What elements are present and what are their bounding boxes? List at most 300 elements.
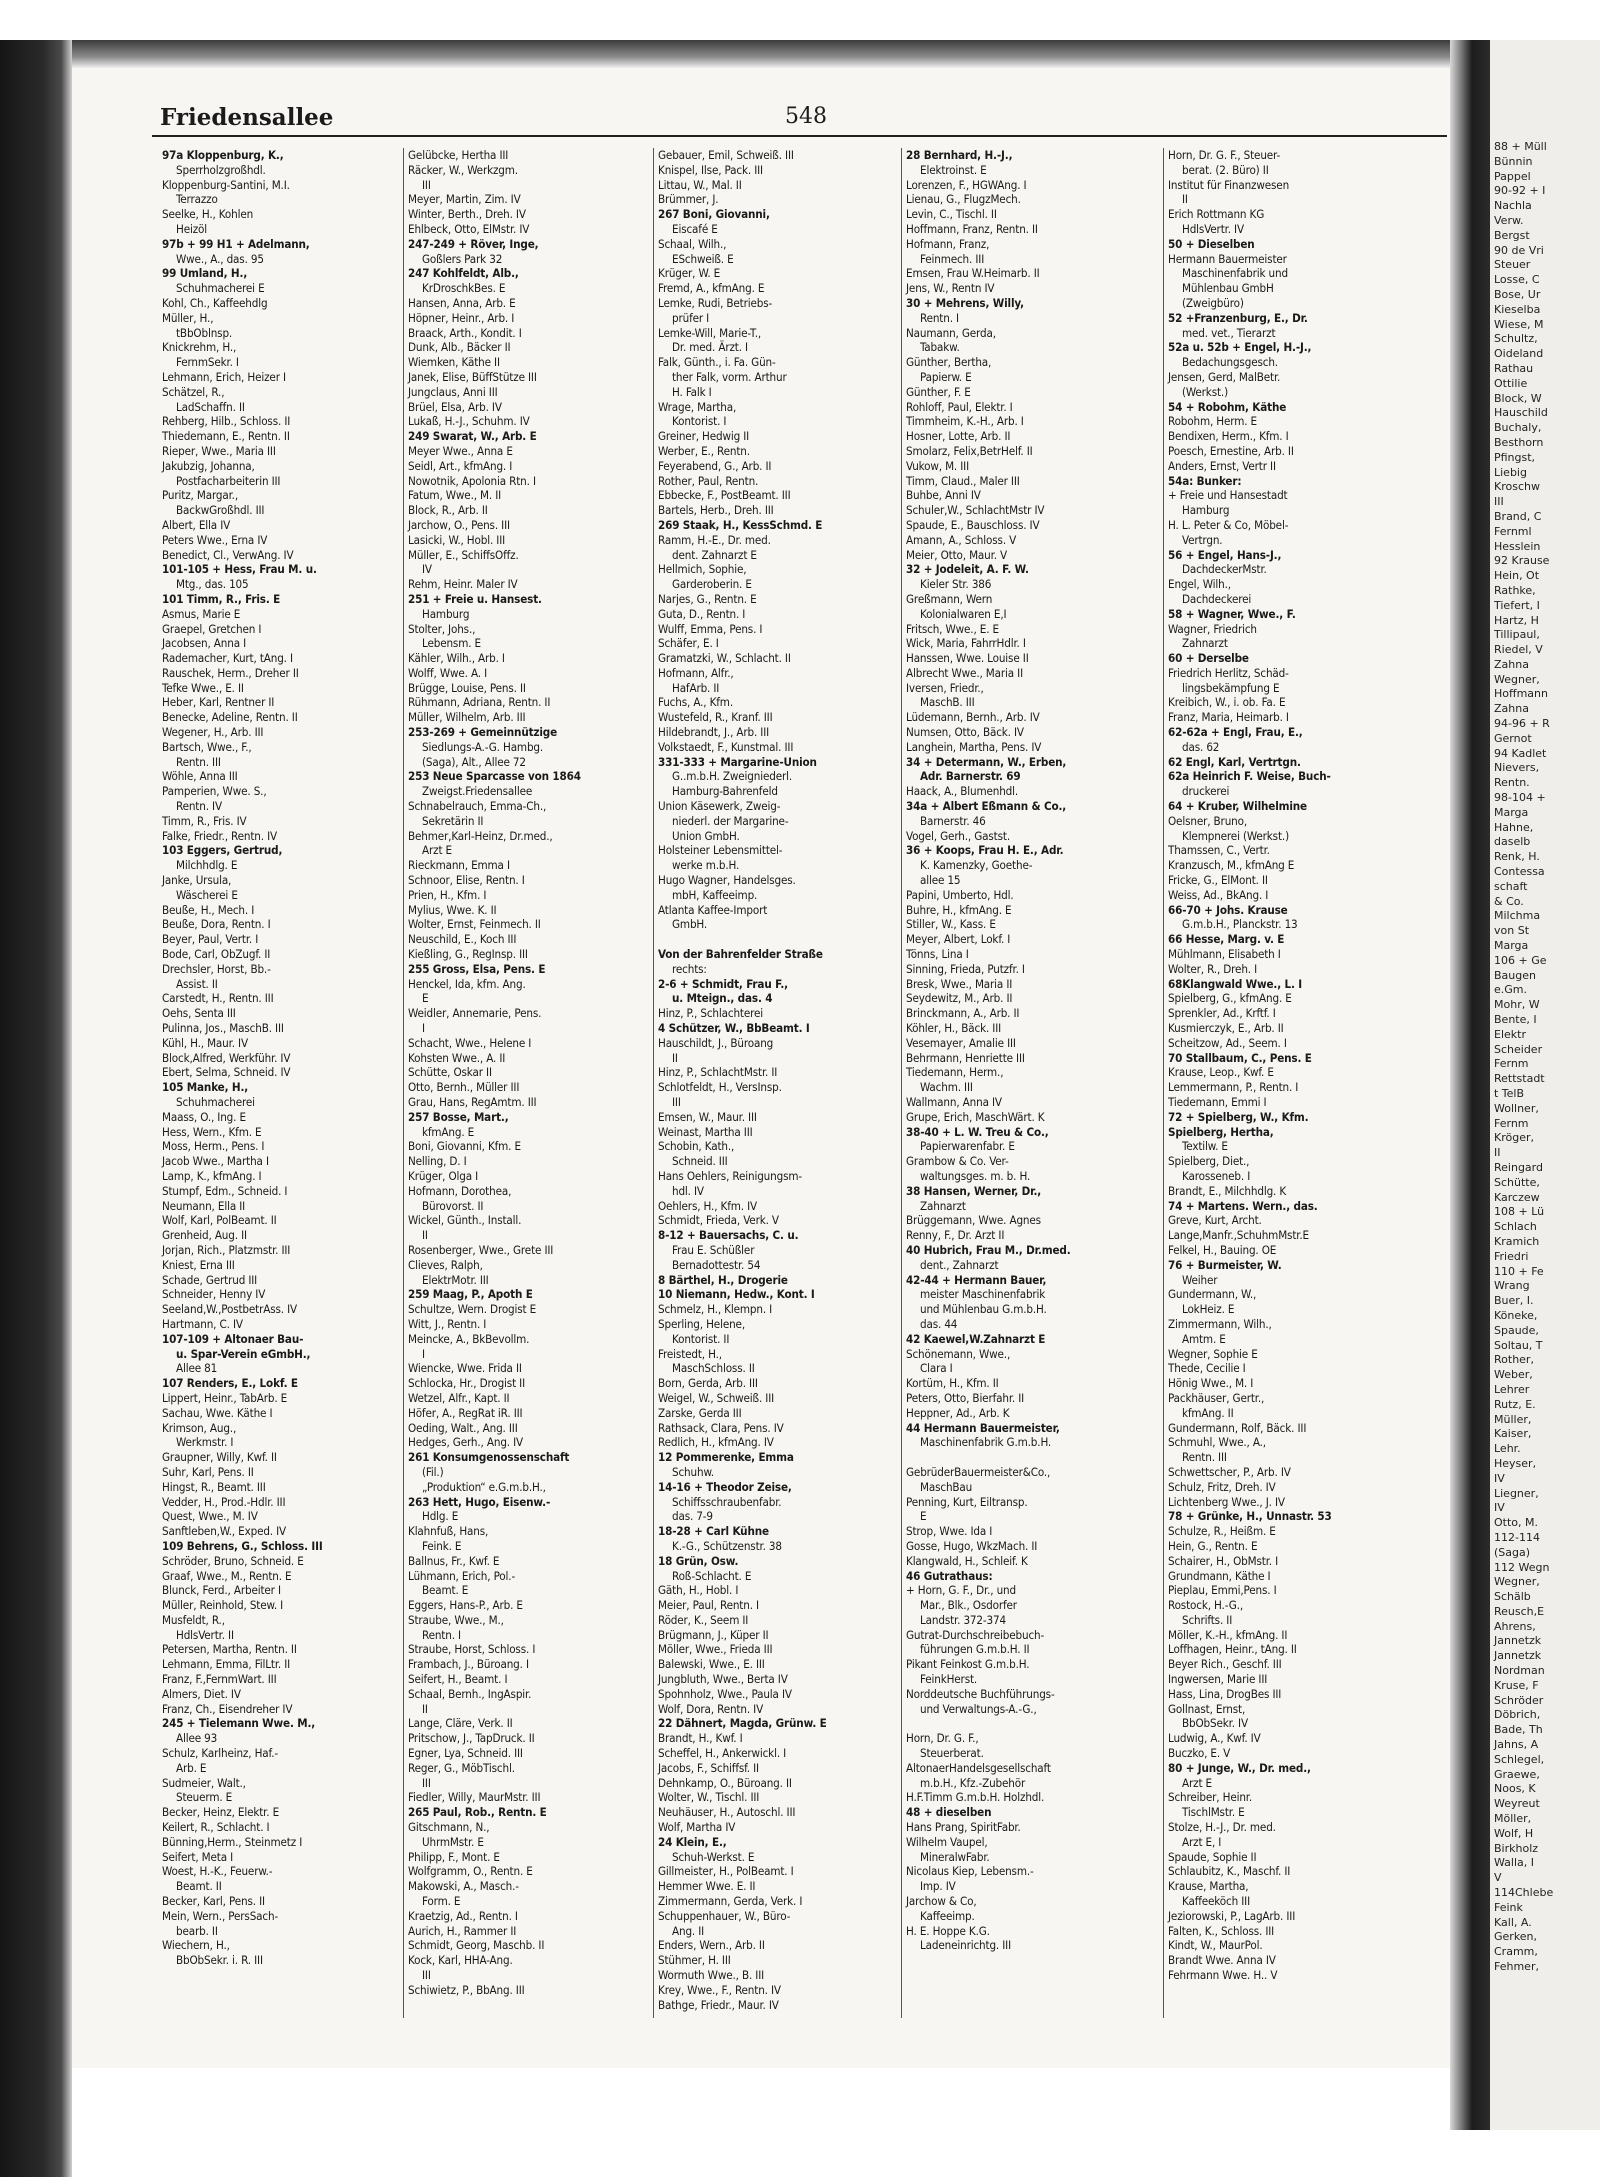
directory-entry: Müller, Reinhold, Stew. I (162, 1598, 284, 1613)
next-page-entry: Ottilie (1494, 376, 1528, 390)
entry-continuation: Imp. IV (920, 1879, 956, 1894)
directory-entry: Schaal, Bernh., IngAspir. (408, 1686, 532, 1701)
directory-entry: 103 Eggers, Gertrud, (162, 843, 283, 858)
next-page-entry: Kruse, F (1494, 1678, 1539, 1692)
directory-entry: 251 + Freie u. Hansest. (408, 591, 542, 606)
entry-continuation: hdl. IV (672, 1183, 704, 1198)
entry-continuation: u. Spar-Verein eGmbH., (176, 1346, 311, 1361)
next-page-entry: Cramm, (1494, 1945, 1538, 1959)
directory-entry: + Horn, G. F., Dr., und (906, 1583, 1016, 1598)
next-page-entry: Birkholz (1494, 1841, 1539, 1855)
directory-entry: Schacht, Wwe., Helene I (408, 1035, 532, 1050)
directory-entry: Jarchow & Co, (906, 1894, 977, 1909)
directory-entry: Vogel, Gerh., Gastst. (906, 828, 1010, 843)
next-page-entry: Tiefert, I (1494, 598, 1540, 612)
next-page-entry: Wollner, (1494, 1101, 1539, 1115)
entry-continuation: Frau E. Schüßler (672, 1242, 755, 1257)
directory-entry: Tefke Wwe., E. II (162, 680, 244, 695)
next-page-entry: schaft (1494, 879, 1528, 893)
directory-entry: Jacob Wwe., Martha I (162, 1154, 269, 1169)
directory-entry: 66 Hesse, Marg. v. E (1168, 932, 1285, 947)
directory-entry: Vedder, H., Prod.-Hdlr. III (162, 1494, 286, 1509)
entry-continuation: Steuerm. E (176, 1790, 233, 1805)
directory-entry: 107 Renders, E., Lokf. E (162, 1376, 298, 1391)
next-page-entry: Riedel, V (1494, 643, 1543, 657)
page-title: Friedensallee (160, 104, 334, 131)
directory-entry: Grau, Hans, RegAmtm. III (408, 1095, 537, 1109)
directory-entry: Brandt, E., Milchhdlg. K (1168, 1183, 1287, 1198)
directory-entry: Rostock, H.-G., (1168, 1598, 1244, 1613)
entry-continuation: KrDroschkBes. E (422, 281, 506, 296)
directory-entry: Rühmann, Adriana, Rentn. II (408, 695, 551, 710)
directory-entry: Franz, Ch., Eisendreher IV (162, 1701, 293, 1716)
entry-continuation: II (422, 1701, 428, 1716)
directory-entry: 54 + Robohm, Käthe (1168, 399, 1287, 414)
directory-entry: Wulff, Emma, Pens. I (658, 621, 763, 636)
entry-continuation: Maschinenfabrik G.m.b.H. (920, 1435, 1052, 1450)
directory-entry: Lüdemann, Bernh., Arb. IV (906, 710, 1040, 725)
directory-entry: 32 + Jodeleit, A. F. W. (906, 562, 1029, 577)
next-page-entry: Friedri (1494, 1249, 1529, 1263)
directory-entry: Timm, R., Fris. IV (162, 813, 247, 828)
entry-continuation: MaschB. III (920, 695, 975, 710)
directory-entry: Emsen, W., Maur. III (658, 1109, 757, 1124)
next-page-entry: Buer, I. (1494, 1294, 1534, 1308)
directory-entry: Grupe, Erich, MaschWärt. K (906, 1109, 1045, 1124)
directory-entry: Graaf, Wwe., M., Rentn. E (162, 1568, 292, 1583)
directory-entry: Schütte, Oskar II (408, 1065, 492, 1080)
next-page-entry: Baugen (1494, 968, 1536, 982)
entry-continuation: Elektroinst. E (920, 162, 987, 177)
directory-entry: Emsen, Frau W.Heimarb. II (906, 266, 1040, 281)
next-page-entry: Hauschild (1494, 406, 1548, 420)
next-page-entry: (Saga) (1494, 1545, 1531, 1559)
next-page-entry: Verw. (1494, 213, 1524, 227)
directory-entry: Schlaubitz, K., Maschf. II (1168, 1864, 1291, 1879)
directory-entry: 8-12 + Bauersachs, C. u. (658, 1228, 799, 1243)
directory-entry: Bendixen, Herm., Kfm. I (1168, 429, 1289, 444)
directory-entry: Wiemken, Käthe II (408, 355, 500, 370)
entry-continuation: Clara I (920, 1361, 953, 1376)
next-page-entry: Zahna (1494, 702, 1529, 716)
entry-continuation: Bürovorst. II (422, 1198, 484, 1213)
entry-continuation: und Verwaltungs-A.-G., (920, 1701, 1037, 1716)
directory-entry: Wick, Maria, FahrrHdlr. I (906, 636, 1026, 651)
directory-entry: Volkstaedt, F., Kunstmal. III (658, 739, 794, 754)
directory-entry: Lukaß, H.-J., Schuhm. IV (408, 414, 530, 429)
directory-entry: 28 Bernhard, H.-J., (906, 148, 1013, 162)
directory-entry: Vesemayer, Amalie III (906, 1035, 1016, 1050)
next-page-entry: Schröder (1494, 1693, 1544, 1707)
directory-entry: 40 Hubrich, Frau M., Dr.med. (906, 1242, 1071, 1257)
directory-entry: Wallmann, Anna IV (906, 1095, 1002, 1109)
entry-continuation: GmbH. (672, 917, 708, 932)
directory-entry: Rathsack, Clara, Pens. IV (658, 1420, 784, 1435)
directory-entry: Scheffel, H., Ankerwickl. I (658, 1746, 787, 1761)
entry-continuation: m.b.H., Kfz.-Zubehör (920, 1775, 1026, 1790)
directory-entry: Hofmann, Dorothea, (408, 1183, 512, 1198)
next-page-entry: 106 + Ge (1494, 953, 1547, 967)
entry-continuation: Kolonialwaren E,I (920, 606, 1007, 621)
directory-entry: Seeland,W.,PostbetrAss. IV (162, 1302, 298, 1317)
directory-entry: Rieper, Wwe., Maria III (162, 443, 276, 458)
directory-entry: Spielberg, Diet., (1168, 1154, 1250, 1169)
directory-entry: Tiedemann, Emmi I (1168, 1095, 1267, 1109)
entry-continuation: (Fil.) (422, 1464, 444, 1479)
directory-entry: Peters Wwe., Erna IV (162, 532, 268, 547)
directory-entry: Felkel, H., Bauing. OE (1168, 1242, 1277, 1257)
directory-entry: 52 +Franzenburg, E., Dr. (1168, 310, 1308, 325)
directory-entry: Behmer,Karl-Heinz, Dr.med., (408, 828, 553, 843)
entry-continuation: G.m.b.H., Planckstr. 13 (1182, 917, 1298, 932)
directory-entry: Horn, Dr. G. F., (906, 1731, 979, 1746)
directory-entry: Knickrehm, H., (162, 340, 237, 355)
directory-entry: Weinast, Martha III (658, 1124, 753, 1139)
next-page-entry: Losse, C (1494, 273, 1540, 287)
next-page-entry: 94 Kadlet (1494, 746, 1547, 760)
directory-entry: 72 + Spielberg, W., Kfm. (1168, 1109, 1309, 1124)
directory-entry: Balewski, Wwe., E. III (658, 1657, 765, 1672)
directory-entry: Meyer, Albert, Lokf. I (906, 932, 1011, 947)
directory-entry: Nicolaus Kiep, Lebensm.- (906, 1864, 1034, 1879)
directory-entry: Asmus, Marie E (162, 606, 241, 621)
next-page-entry: Weyreut (1494, 1797, 1540, 1811)
directory-entry: 58 + Wagner, Wwe., F. (1168, 606, 1296, 621)
directory-entry: 101-105 + Hess, Frau M. u. (162, 562, 317, 577)
entry-continuation: kfmAng. II (1182, 1405, 1234, 1420)
directory-entry: Rieckmann, Emma I (408, 858, 510, 873)
entry-continuation: Schuhmacherei (176, 1095, 255, 1109)
directory-entry: Spaude, Sophie II (1168, 1849, 1257, 1864)
directory-entry: Beyer Rich., Geschf. III (1168, 1657, 1282, 1672)
next-page-entry: 112 Wegn (1494, 1560, 1550, 1574)
next-page-entry: Reusch,E (1494, 1604, 1545, 1618)
directory-entry: Hein, G., Rentn. E (1168, 1538, 1258, 1553)
entry-continuation: DachdeckerMstr. (1182, 562, 1267, 577)
directory-entry: 109 Behrens, G., Schloss. III (162, 1538, 323, 1553)
entry-continuation: HafArb. II (672, 680, 720, 695)
directory-entry: Hans Oehlers, Reinigungsm- (658, 1168, 802, 1183)
entry-continuation: Arzt E, I (1182, 1834, 1222, 1849)
directory-entry: 70 Stallbaum, C., Pens. E (1168, 1050, 1312, 1065)
column-3 (654, 148, 902, 2018)
directory-entry: Langhein, Martha, Pens. IV (906, 739, 1042, 754)
next-page-entry: IV (1494, 1471, 1505, 1485)
directory-entry: Ebert, Selma, Schneid. IV (162, 1065, 291, 1080)
entry-continuation: Zahnarzt (920, 1198, 966, 1213)
next-page-entry: Contessa (1494, 865, 1545, 879)
directory-entry: Beuße, Dora, Rentn. I (162, 917, 271, 932)
next-page-entry: Walla, I (1494, 1856, 1535, 1870)
entry-continuation: Bernadottestr. 54 (672, 1257, 761, 1272)
entry-continuation: H. Falk I (672, 384, 712, 399)
directory-entry: Gundermann, Rolf, Bäck. III (1168, 1420, 1307, 1435)
directory-entry: Räcker, W., Werkzgm. (408, 162, 518, 177)
entry-continuation: Wwe., A., das. 95 (176, 251, 264, 266)
directory-entry: Ehlbeck, Otto, ElMstr. IV (408, 221, 530, 236)
directory-entry: Wetzel, Alfr., Kapt. II (408, 1390, 510, 1405)
next-page-entry: Schlach (1494, 1220, 1537, 1234)
directory-entry: Kock, Karl, HHA-Ang. (408, 1953, 513, 1968)
directory-entry: Gelübcke, Hertha III (408, 148, 509, 162)
directory-entry: Bünning,Herm., Steinmetz I (162, 1834, 303, 1849)
directory-entry: Zimmermann, Wilh., (1168, 1316, 1272, 1331)
directory-entry: Wolfgramm, O., Rentn. E (408, 1864, 533, 1879)
directory-entry: Timmheim, K.-H., Arb. I (906, 414, 1024, 429)
next-page-entry: Weber, (1494, 1368, 1533, 1382)
directory-entry (658, 932, 897, 947)
directory-entry: Zimmermann, Gerda, Verk. I (658, 1894, 803, 1909)
entry-continuation: III (422, 1775, 431, 1790)
directory-entry: 97a Kloppenburg, K., (162, 148, 284, 162)
entry-continuation: meister Maschinenfabrik (920, 1287, 1046, 1302)
directory-entry: Buczko, E. V (1168, 1746, 1231, 1761)
next-page-entry: & Co. (1494, 894, 1524, 908)
directory-entry: Lange,Manfr.,SchuhmMstr.E (1168, 1228, 1309, 1243)
directory-entry: Wolter, R., Dreh. I (1168, 961, 1258, 976)
entry-continuation: prüfer I (672, 310, 710, 325)
column-2 (404, 148, 654, 2018)
next-page-entry: Fernm (1494, 1116, 1529, 1130)
header-rule (152, 135, 1447, 137)
directory-entry: Klahnfuß, Hans, (408, 1524, 489, 1539)
entry-continuation: Barnerstr. 46 (920, 813, 986, 828)
directory-entry: Almers, Diet. IV (162, 1686, 241, 1701)
entry-continuation: Rentn. III (176, 754, 221, 769)
entry-continuation: und Mühlenbau G.m.b.H. (920, 1302, 1047, 1317)
directory-entry: Gramatzki, W., Schlacht. II (658, 651, 791, 666)
directory-entry: 269 Staak, H., KessSchmd. E (658, 517, 823, 532)
directory-entry: Wagner, Friedrich (1168, 621, 1257, 636)
directory-entry: Wolter, W., Tischl. III (658, 1790, 760, 1805)
entry-continuation: Mtg., das. 105 (176, 577, 249, 592)
next-page-entry: V (1494, 1871, 1502, 1885)
directory-entry: Naumann, Gerda, (906, 325, 996, 340)
entry-continuation: Heizöl (176, 221, 208, 236)
directory-entry: Greßmann, Wern (906, 591, 993, 606)
directory-entry: Witt, J., Rentn. I (408, 1316, 487, 1331)
directory-entry: Fritsch, Wwe., E. E (906, 621, 999, 636)
directory-entry: 245 + Tielemann Wwe. M., (162, 1716, 316, 1731)
entry-continuation: Papierwarenfabr. E (920, 1139, 1015, 1154)
entry-continuation: werke m.b.H. (672, 858, 740, 873)
directory-entry: Bode, Carl, ObZugf. II (162, 947, 271, 962)
entry-continuation: I (422, 1021, 425, 1036)
directory-entry: Suhr, Karl, Pens. II (162, 1464, 254, 1479)
directory-entry: Born, Gerda, Arb. III (658, 1376, 758, 1391)
directory-entry: 46 Gutrathaus: (906, 1568, 993, 1583)
entry-continuation: Schuhmacherei E (176, 281, 265, 296)
next-page-entry: Feink (1494, 1900, 1523, 1914)
directory-entry: Lasicki, W., Hobl. III (408, 532, 506, 547)
directory-entry: Schobin, Kath., (658, 1139, 735, 1154)
directory-entry: Wickel, Günth., Install. (408, 1213, 522, 1228)
directory-entry: Benedict, Cl., VerwAng. IV (162, 547, 294, 562)
next-page-entry: Brand, C (1494, 509, 1542, 523)
directory-entry: Falke, Friedr., Rentn. IV (162, 828, 277, 843)
directory-entry: Schwettscher, P., Arb. IV (1168, 1464, 1291, 1479)
directory-entry: Philipp, F., Mont. E (408, 1849, 500, 1864)
directory-entry: Spielberg, G., kfmAng. E (1168, 991, 1292, 1006)
directory-entry: Hosner, Lotte, Arb. II (906, 429, 1011, 444)
next-page-entry: Bergst (1494, 228, 1530, 242)
directory-entry: Neuhäuser, H., Autoschl. III (658, 1805, 796, 1820)
directory-entry: Kniest, Erna III (162, 1257, 235, 1272)
directory-entry: Drechsler, Horst, Bb.- (162, 961, 271, 976)
directory-entry: Neumann, Ella II (162, 1198, 246, 1213)
entry-continuation: Union GmbH. (672, 828, 740, 843)
entry-continuation: G..m.b.H. Zweigniederl. (672, 769, 793, 784)
directory-entry: Hess, Wern., Kfm. E (162, 1124, 262, 1139)
directory-entry: Braack, Arth., Kondit. I (408, 325, 522, 340)
next-page-entry: t TelB (1494, 1087, 1525, 1100)
entry-continuation: Feinmech. III (920, 251, 985, 266)
directory-entry: Lichtenberg Wwe., J. IV (1168, 1494, 1285, 1509)
directory-entry: Schulze, R., Heißm. E (1168, 1524, 1276, 1539)
directory-entry: Block, R., Arb. II (408, 503, 488, 518)
directory-entry: Hellmich, Sophie, (658, 562, 747, 577)
entry-continuation: waltungsges. m. b. H. (920, 1168, 1031, 1183)
directory-entry: Weigel, W., Schweiß. III (658, 1390, 775, 1405)
entry-continuation: Kontorist. I (672, 414, 727, 429)
next-page-entry: Marga (1494, 939, 1529, 953)
entry-continuation: berat. (2. Büro) II (1182, 162, 1269, 177)
entry-continuation: III (422, 177, 431, 192)
directory-entry: Schulz, Fritz, Dreh. IV (1168, 1479, 1276, 1494)
next-page-entry: Lehrer (1494, 1382, 1530, 1396)
directory-entry: Seifert, H., Beamt. I (408, 1672, 508, 1687)
directory-entry: 265 Paul, Rob., Rentn. E (408, 1805, 547, 1820)
directory-entry: Gosse, Hugo, WkzMach. II (906, 1538, 1038, 1553)
directory-entry: 38 Hansen, Werner, Dr., (906, 1183, 1042, 1198)
next-page-entry: Oideland (1494, 347, 1544, 361)
directory-entry: 253 Neue Sparcasse von 1864 (408, 769, 581, 784)
directory-entry: Müller, Wilhelm, Arb. III (408, 710, 526, 725)
directory-entry: Jacobsen, Anna I (162, 636, 247, 651)
directory-entry: Fricke, G., ElMont. II (1168, 873, 1268, 888)
directory-entry: Rauschek, Herm., Dreher II (162, 665, 299, 680)
next-page-entry: Döbrich, (1494, 1708, 1541, 1722)
directory-entry: Fiedler, Willy, MaurMstr. III (408, 1790, 541, 1805)
entry-continuation: E (920, 1509, 927, 1524)
directory-entry: 62-62a + Engl, Frau, E., (1168, 725, 1303, 740)
directory-entry: Sprenkler, Ad., Krftf. I (1168, 1006, 1276, 1021)
directory-entry: 247-249 + Röver, Inge, (408, 236, 539, 251)
entry-continuation: Roß-Schlacht. E (672, 1568, 752, 1583)
next-page-entry: Gerken, (1494, 1930, 1538, 1944)
next-page-entry: Milchma (1494, 909, 1541, 923)
entry-continuation: das. 44 (920, 1316, 958, 1331)
entry-continuation: u. Mteign., das. 4 (672, 991, 773, 1006)
next-page-entry: Spaude, (1494, 1323, 1539, 1337)
directory-entry: Graepel, Gretchen I (162, 621, 262, 636)
directory-entry: Höpner, Heinr., Arb. I (408, 310, 515, 325)
directory-entry: Dehnkamp, O., Büroang. II (658, 1775, 792, 1790)
directory-entry: Thiedemann, E., Rentn. II (162, 429, 290, 444)
next-page-entry: Fernm (1494, 1057, 1529, 1071)
directory-entry: Puritz, Margar., (162, 488, 238, 503)
directory-entry: Becker, Karl, Pens. II (162, 1894, 265, 1909)
directory-entry: Fremd, A., kfmAng. E (658, 281, 765, 296)
directory-entry: Kießling, G., RegInsp. III (408, 947, 528, 962)
directory-entry: Scheitzow, Ad., Seem. I (1168, 1035, 1287, 1050)
entry-continuation: Weiher (1182, 1272, 1218, 1287)
directory-entry: Sinning, Frieda, Putzfr. I (906, 961, 1025, 976)
next-page-entry: Liegner, (1494, 1486, 1539, 1500)
entry-continuation: Zahnarzt (1182, 636, 1228, 651)
directory-entry: Ingwersen, Marie III (1168, 1672, 1268, 1687)
directory-entry: 97b + 99 H1 + Adelmann, (162, 236, 310, 251)
directory-entry: Meyer, Martin, Zim. IV (408, 192, 521, 207)
directory-entry: Gäth, H., Hobl. I (658, 1583, 739, 1598)
directory-entry: Hansen, Anna, Arb. E (408, 295, 516, 310)
directory-entry: Hartmann, C. IV (162, 1316, 243, 1331)
entry-continuation: Schuh-Werkst. E (672, 1849, 755, 1864)
directory-entry: Jensen, Gerd, MalBetr. (1168, 369, 1281, 384)
directory-entry: Ramm, H.-E., Dr. med. (658, 532, 771, 547)
directory-entry: Janke, Ursula, (162, 873, 232, 888)
entry-continuation: Hamburg (422, 606, 470, 621)
directory-entry: Pamperien, Wwe. S., (162, 784, 267, 799)
next-page-fragment (1490, 140, 1553, 1975)
directory-entry: Rother, Paul, Rentn. (658, 473, 759, 488)
next-page-entry: daselb (1494, 835, 1531, 849)
directory-entry: Brandt, H., Kwf. I (658, 1731, 743, 1746)
directory-entry: Schuppenhauer, W., Büro- (658, 1908, 791, 1923)
directory-entry: 74 + Martens. Wern., das. (1168, 1198, 1318, 1213)
entry-continuation: niederl. der Margarine- (672, 813, 789, 828)
directory-entry: Straube, Wwe., M., (408, 1612, 504, 1627)
entry-continuation: BackwGroßhdl. III (176, 503, 265, 518)
next-page-entry: 92 Krause (1494, 554, 1550, 568)
directory-entry: Meyer Wwe., Anna E (408, 443, 513, 458)
directory-entry: Gillmeister, H., PolBeamt. I (658, 1864, 794, 1879)
directory-entry: Bathge, Friedr., Maur. IV (658, 1997, 779, 2012)
directory-entry: Wolf, Dora, Rentn. IV (658, 1701, 764, 1716)
directory-entry: Müller, H., (162, 310, 214, 325)
directory-entry: 62 Engl, Karl, Vertrtgn. (1168, 754, 1301, 769)
directory-entry (906, 1716, 1159, 1731)
directory-entry: Knispel, Ilse, Pack. III (658, 162, 763, 177)
directory-entry: Hoffmann, Franz, Rentn. II (906, 221, 1038, 236)
directory-entry: Hauschildt, J., Büroang (658, 1035, 774, 1050)
next-page-entry: Wegner, (1494, 672, 1540, 686)
directory-entry: 22 Dähnert, Magda, Grünw. E (658, 1716, 827, 1731)
book-gutter (1450, 40, 1490, 2130)
directory-entry: Behrmann, Henriette III (906, 1050, 1025, 1065)
directory-entry: Wiencke, Wwe. Frida II (408, 1361, 522, 1376)
next-page-entry: Scheider (1494, 1042, 1543, 1056)
directory-entry: Hinz, P., SchlachtMstr. II (658, 1065, 778, 1080)
directory-entry: Lippert, Heinr., TabArb. E (162, 1390, 288, 1405)
next-page-entry: Karczew (1494, 1190, 1540, 1204)
directory-entry: Kraetzig, Ad., Rentn. I (408, 1908, 518, 1923)
next-page-entry: Noos, K (1494, 1782, 1536, 1796)
next-page-entry: Kramich (1494, 1234, 1540, 1248)
next-page-entry: Kall, A. (1494, 1915, 1532, 1929)
directory-entry: Rosenberger, Wwe., Grete III (408, 1242, 554, 1257)
entry-continuation: Kieler Str. 386 (920, 577, 992, 592)
entry-continuation: Hdlg. E (422, 1509, 459, 1524)
entry-continuation: I (422, 1346, 425, 1361)
entry-continuation: Ladeneinrichtg. III (920, 1938, 1012, 1953)
next-page-entry: Kieselba (1494, 302, 1541, 316)
directory-entry: Ebbecke, F., PostBeamt. III (658, 488, 791, 503)
directory-entry: Werber, E., Rentn. (658, 443, 750, 458)
directory-entry: 34 + Determann, W., Erben, (906, 754, 1067, 769)
next-page-entry: Rettstadt (1494, 1072, 1545, 1086)
next-page-entry: Tillipaul, (1494, 628, 1540, 642)
